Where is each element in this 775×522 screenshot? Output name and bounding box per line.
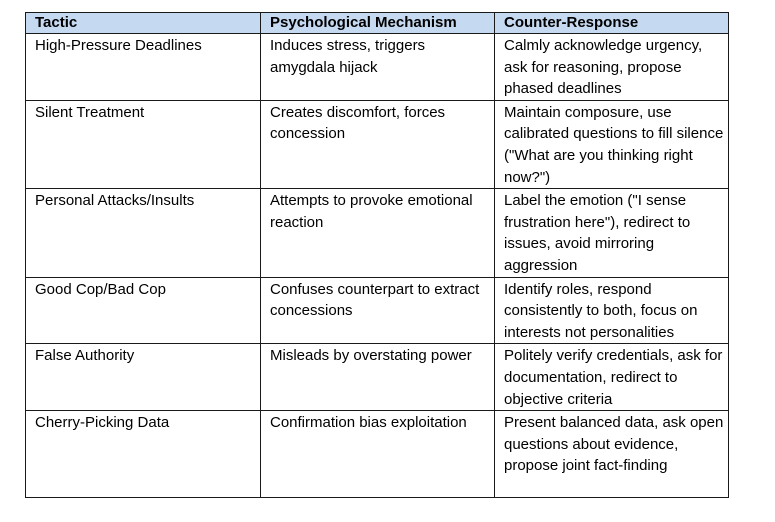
mechanism-cell: Induces stress, triggers amygdala hijack xyxy=(261,34,495,101)
mechanism-cell: Confuses counterpart to extract concessions xyxy=(261,277,495,344)
mechanism-cell: Attempts to provoke emotional reaction xyxy=(261,189,495,277)
table-row xyxy=(26,411,729,498)
negotiation-tactics-table xyxy=(25,12,729,498)
response-cell: Label the emotion ("I sense frustration here"), redirect to issues, avoid mirroring aggression xyxy=(495,189,729,277)
table-row xyxy=(26,277,729,344)
tactic-cell: False Authority xyxy=(26,344,261,411)
response-cell: Politely verify credentials, ask for documentation, redirect to objective criteria xyxy=(495,344,729,411)
tactic-cell: Cherry-Picking Data xyxy=(26,411,261,498)
tactic-cell: Good Cop/Bad Cop xyxy=(26,277,261,344)
table-row xyxy=(26,344,729,411)
header-row xyxy=(26,13,729,34)
table-container xyxy=(25,12,729,498)
mechanism-cell: Confirmation bias exploitation xyxy=(261,411,495,498)
table-row xyxy=(26,100,729,188)
table-row xyxy=(26,189,729,277)
mechanism-cell: Creates discomfort, forces concession xyxy=(261,100,495,188)
response-cell: Identify roles, respond consistently to both, focus on interests not personalities xyxy=(495,277,729,344)
response-cell: Maintain composure, use calibrated questions to fill silence ("What are you thinking right now?") xyxy=(495,100,729,188)
table-row xyxy=(26,34,729,101)
tactic-cell: Silent Treatment xyxy=(26,100,261,188)
header-counter-response: Counter-Response xyxy=(495,13,729,34)
mechanism-cell: Misleads by overstating power xyxy=(261,344,495,411)
header-tactic: Tactic xyxy=(26,13,261,34)
response-cell: Calmly acknowledge urgency, ask for reasoning, propose phased deadlines xyxy=(495,34,729,101)
tactic-cell: High-Pressure Deadlines xyxy=(26,34,261,101)
response-cell: Present balanced data, ask open questions about evidence, propose joint fact-finding xyxy=(495,411,729,498)
header-psychological-mechanism: Psychological Mechanism xyxy=(261,13,495,34)
tactic-cell: Personal Attacks/Insults xyxy=(26,189,261,277)
